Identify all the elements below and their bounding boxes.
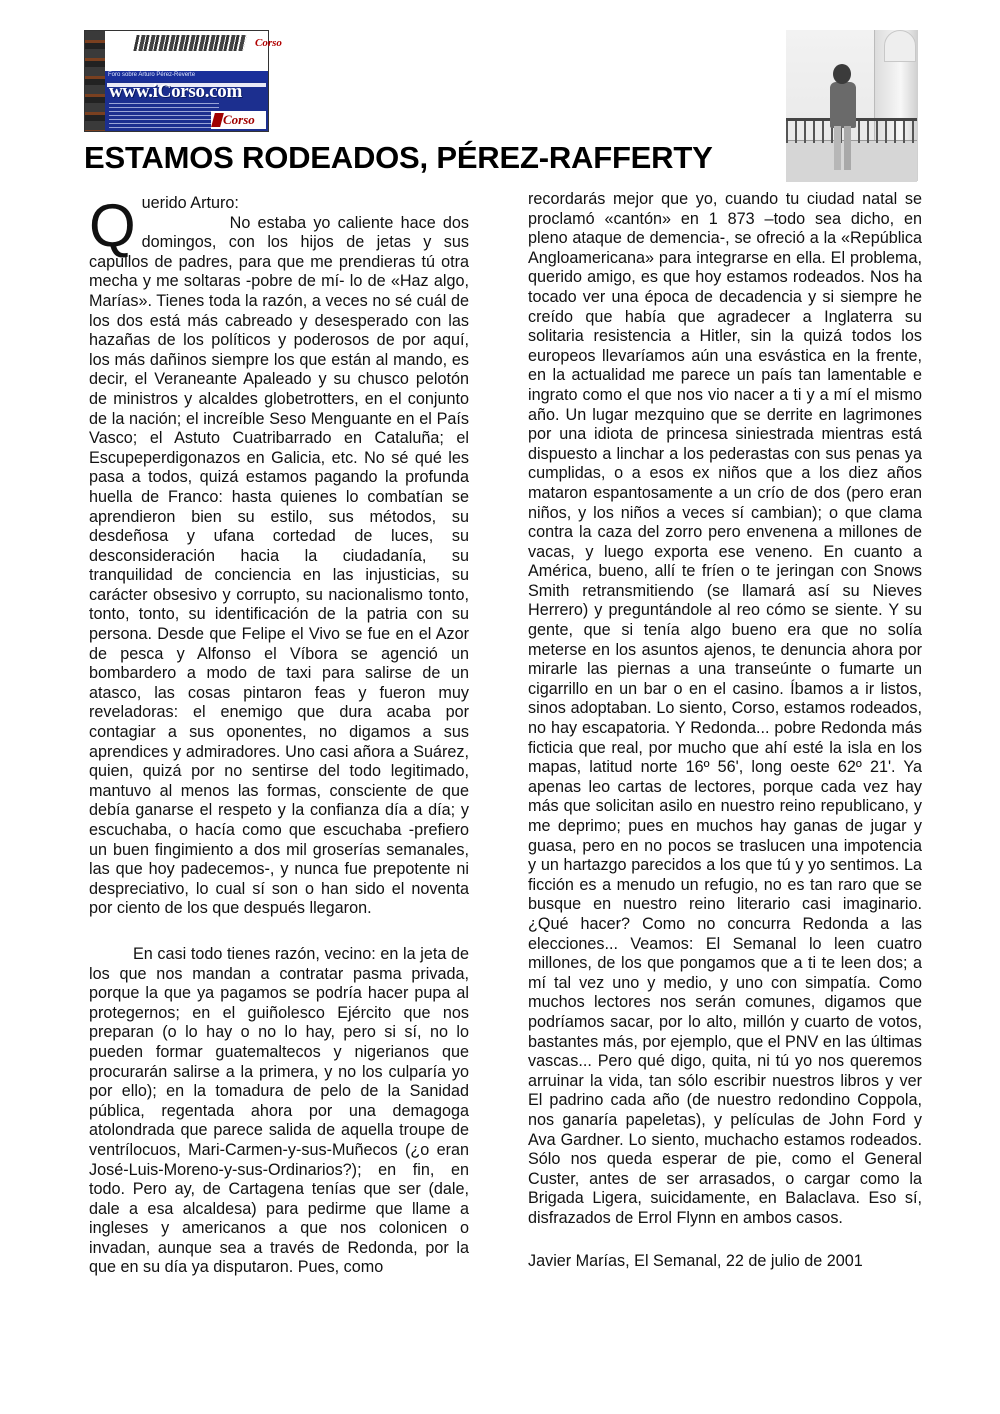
icorso-banner — [84, 30, 282, 132]
paragraph-body-2: En casi todo tienes razón, vecino: en la jeta de los que nos mandan a contratar pasma privada, porque la que ya pagamos se podría hacer pupa al protegernos; en el guiñolesco Ejército que nos preparan (o lo hay o no lo hay, pero si sí, no lo pueden formar guatemaltecos y nigerianos que procurarán salirse a la primera, y no los culparía yo por ello); en la tomadura de pelo de la Sanidad pública, regentada ahora por una demagoga atolondrada que parece salida de aquella troupe de ventrílocuos, Mari-Carmen-y-sus-Muñecos (¿o eran José-Luis-Moreno-y-sus-Ordinarios?); en fin, en todo. Pero ay, de Cartagena tenías que ser (dale, dale a esa alcaldesa) para pedirme que llame a ingleses y americanos a que nos colonicen o invadan, aunque sea a través de Redonda, por la que en su día ya disputaron. Pues, como — [89, 944, 469, 1277]
banner-graffiti-logo — [133, 35, 246, 51]
paragraph-body-3: recordarás mejor que yo, cuando tu ciudad natal se proclamó «cantón» en 1 873 –todo sea dicho, en pleno ataque de demencia-, se ofreció a la «República Angloamericana» para integrarse en ella. El problema, querido amigo, es que hoy estamos rodeados. Nos ha tocado ver una época de decadencia y si siempre he creído que había que agradecer a Inglaterra su solitaria resistencia a Hitler, sin la quizá todos los europeos llevaríamos aún una esvástica en la frente, en la actualidad me parece un país tan lamentable e ingrato como el que nos vio nacer a ti y a mí el mismo año. Un lugar mezquino que se derrite en lagrimones por una idiota de princesa siniestrada mientras está dispuesto a linchar a los pederastas con sus penas ya cumplidas, o a esos ex niños que a los diez años mataron espantosamente a un crío de dos (pero eran niños, y los niños a veces sí cambian); o que clama contra la caza del zorro pero envenena a millones de vacas, y luego exporta ese veneno. En cuanto a América, bueno, allí te fríen o te jeringan con Snows Smith retransmitiendo (se llamará así su Nieves Herrero) y preguntándole al reo cómo se siente. Y su gente, que si tenía algo bueno era que no solía meterse en los asuntos ajenos, te denuncia ahora por mirarle las piernas a una transeúnte o fumarte un cigarrillo en un bar o en el casino. Íbamos a ir listos, sinos adoptaban. Lo siento, Corso, estamos rodeados, no hay escapatoria. Y Redonda... pobre Redonda más ficticia que real, por mucho que ahí esté la isla en los mapas, latitud norte 16º 56', long oeste 62º 21'. Ya apenas leo cartas de lectores, porque cada vez hay más que solicitan asilo en nuestro reino republicano, y me deprimo; pues en muchos hay ganas de jugar y guasa, pero en no pocos se traslucen una impotencia y un hartazgo parecidos a los que tú y yo sentimos. La ficción es a menudo un refugio, no es tan raro que se busque en nuestro reino literario casi imaginario. ¿Qué hacer? Como no concurra Redonda a las elecciones... Veamos: El Semanal lo leen cuatro millones, de los que pongamos que a ti te leen dos; a mí tal vez uno y medio, y uno con simpatía. Como muchos lectores nos serán comunes, digamos que podríamos sacar, por lo alto, millón y cuarto de votos, bastantes más, por ejemplo, que el PNV en las últimas vascas... Pero qué digo, quita, ni tú yo nos queremos arruinar la vida, tan sólo escribir nuestros libros y ver El padrino cada año (de nuestro redondino Coppola, nos ganaría papeletas), y películas de John Ford y Ava Gardner. Lo siento, muchacho estamos rodeados. Sólo nos queda esperar de pie, como el General Custer, antes de ser arrasados, o cargar como la Brigada Ligera, suicidamente, en Balaclava. Eso sí, disfrazados de Errol Flynn en ambos casos. — [528, 190, 922, 1227]
photo-person-head — [833, 64, 851, 84]
banner-strip-text: Foro sobre Arturo Pérez-Reverte — [108, 72, 196, 78]
article-paragraph-1 — [89, 192, 469, 259]
photo-person-body — [830, 82, 856, 128]
banner-url: www.iCorso.com — [109, 81, 243, 102]
article-column-left — [89, 190, 469, 1278]
article-signature: Javier Marías, El Semanal, 22 de julio de 2001 — [528, 1252, 863, 1271]
corso-logo-mark-icon — [211, 113, 224, 127]
corso-logo: Corso — [211, 111, 266, 129]
author-photo — [786, 30, 917, 181]
banner-header — [105, 31, 282, 71]
article-column-right — [528, 190, 922, 1272]
corso-logo-small: Corso — [255, 37, 282, 49]
photo-wall — [786, 140, 917, 182]
photo-person-leg — [834, 126, 841, 170]
drop-cap: Q — [89, 192, 136, 259]
paragraph-body-1: No estaba yo caliente hace dos domingos, con los hijos de jetas y sus capullos de padres, para que me prendieras tú otra mecha y me soltaras -pobre de mí- lo de «Haz algo, Marías». Tienes toda la razón, a veces no sé cuál de los dos está más cabreado y desesperado con las hazañas de los políticos y poderosos de por aquí, los más dañinos siempre los que están al mando, es decir, el Veraneante Apaleado y su chusco pelotón de ministros y alcaldes globetrotters, en el conjunto de la nación; el increíble Seso Menguante en el País Vasco; el Astuto Cuatribarrado en Cataluña; el Escupeperdigonazos en Galicia, etc. No sé qué les pasa a todos, quizá estamos pagando la profunda huella de Franco: hasta quienes lo combatían se aprendieron bien su estilo, sus métodos, su desdeñosa y ufana cortedad de luces, su desconsideración hacia la ciudadanía, su tranquilidad de conciencia en las injusticias, su carácter obsesivo y corrupto, su nacionalismo tonto, tonto, tonto, su identificación de la patria con su persona. Desde que Felipe el Vivo se fue en el Azor de pesca y Alfonso el Víbora se agenció un bombardero a modo de taxi para salirse de un atasco, las cosas pintaron feas y fueron muy reveladoras: el enemigo que dura acaba por contagiar a sus oponentes, no digamos a sus aprendices y admiradores. Uno casi añora a Suárez, quien, quizá por no sentirse del todo legitimado, mantuvo al menos las formas, consciente de que debía ganarse el respeto y la confianza día a día; y escuchaba, o hacía como que escuchaba -prefiero un buen fingimiento a dos mil groserías semanales, las que hoy padecemos-, y nunca fue prepotente ni despreciativo, lo cual sí son o han sido el noventa por ciento de los que después llegaron. — [89, 213, 469, 918]
banner-text-lines — [109, 103, 219, 129]
salutation: uerido Arturo: — [141, 194, 239, 212]
article-title: ESTAMOS RODEADOS, PÉREZ-RAFFERTY — [84, 140, 713, 175]
banner-sidebar-strip — [85, 31, 105, 131]
photo-person-leg — [844, 126, 851, 170]
banner-subtitle-strip — [105, 71, 268, 81]
photo-tower-dome — [884, 30, 916, 62]
